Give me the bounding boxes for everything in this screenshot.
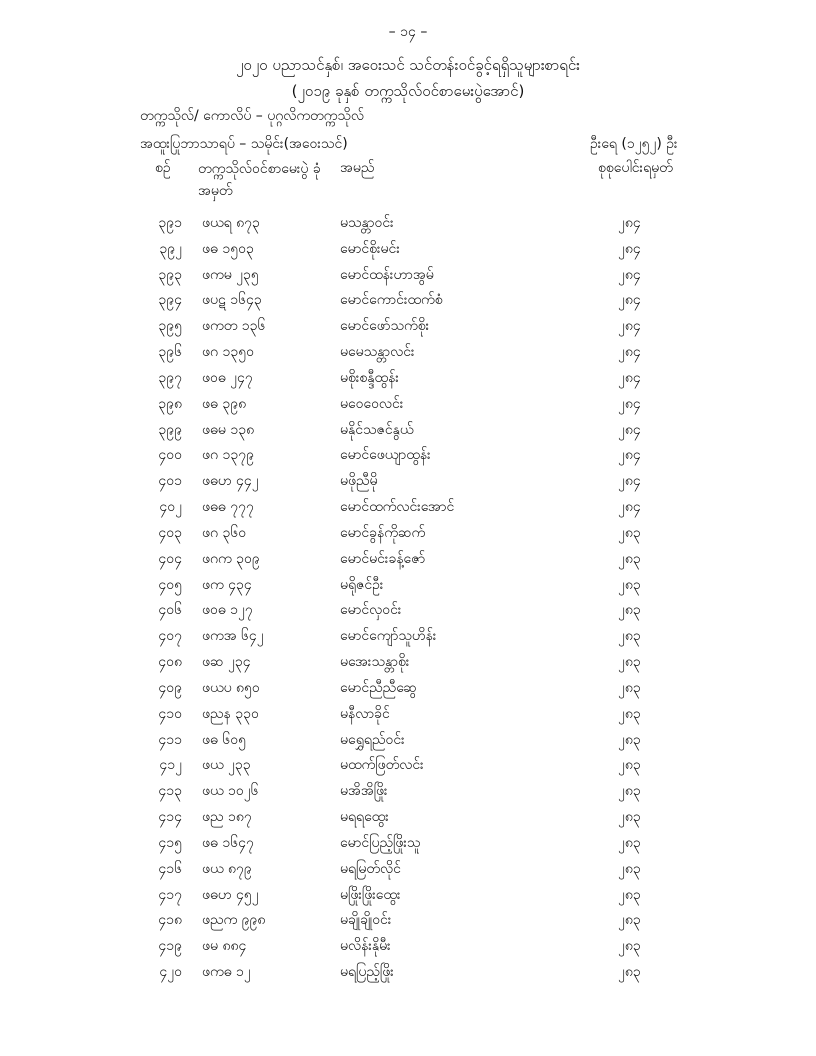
table-row: [0, 342, 816, 368]
student-name: မရွှေရည်ဝင်း: [340, 731, 405, 748]
student-name: မဝေဝေလင်း: [340, 395, 404, 412]
table-row: [0, 497, 816, 523]
total-score: ၂၈၃: [618, 705, 641, 722]
table-row: [0, 833, 816, 859]
results-table: [0, 213, 816, 988]
row-number: ၄၁၄: [158, 809, 182, 826]
total-score: ၂၈၃: [618, 912, 641, 929]
total-score: ၂၈၃: [618, 757, 641, 774]
total-score: ၂၈၄: [618, 369, 641, 386]
roll-number: ဖဓဟ ၄၅၂: [202, 886, 259, 903]
table-row: [0, 962, 816, 988]
roll-number: ဖမ ၈၈၄: [202, 938, 247, 955]
total-score: ၂၈၃: [618, 834, 641, 851]
roll-number: ဖဓဓ ၇၇၇: [202, 499, 254, 516]
table-row: [0, 265, 816, 291]
roll-number: ဖယ ၂၃၃: [202, 757, 251, 774]
row-number: ၄၀၃: [158, 524, 182, 541]
student-name: မောင်ခွန်ကိုဆက်: [340, 524, 426, 541]
roll-number: ဖယပ ၈၅၀: [202, 679, 260, 696]
student-name: မနီလာခိုင်: [340, 705, 390, 722]
university-label: တက္ကသိုလ်/ ကောလိပ် – ပုဂ္ဂလိကတက္ကသိုလ်: [140, 108, 365, 124]
total-score: ၂၈၃: [618, 964, 641, 981]
student-name: မဖြိုးဖြိုးထွေး: [340, 886, 401, 903]
student-name: မထက်ဖြတ်လင်း: [340, 757, 424, 774]
table-row: [0, 859, 816, 885]
roll-number: ဖဝဓ ၂၄၇: [202, 369, 253, 386]
student-name: မချိုချိုဝင်း: [340, 912, 392, 929]
row-number: ၃၉၃: [158, 266, 182, 283]
table-row: [0, 626, 816, 652]
roll-number: ဖဂ ၁၃၅၀: [202, 344, 254, 361]
student-name: မောင်ပြည့်ဖြိုးသူ: [340, 834, 421, 851]
roll-number: ဖကတ ၁၃၆: [202, 318, 266, 335]
row-number: ၄၀၄: [158, 550, 182, 567]
table-row: [0, 600, 816, 626]
total-score: ၂၈၃: [618, 602, 641, 619]
table-row: [0, 575, 816, 601]
total-score: ၂၈၄: [618, 447, 641, 464]
table-row: [0, 704, 816, 730]
row-number: ၄၀၀: [158, 447, 182, 464]
roll-number: ဖဆ ၂၃၄: [202, 654, 251, 671]
student-name: မောင်ဖေယျာထွန်း: [340, 447, 431, 464]
row-number: ၃၉၅: [158, 318, 182, 335]
row-number: ၃၉၈: [158, 395, 182, 412]
student-name: မလိန်းနိုမီး: [340, 938, 391, 955]
total-score: ၂၈၃: [618, 679, 641, 696]
roll-number: ဖဓ ၃၉၈: [202, 395, 247, 412]
student-name: မောင်ဖော်သက်စိုး: [340, 318, 430, 335]
document-subtitle: (၂၀၁၉ ခုနှစ် တက္ကသိုလ်ဝင်စာမေးပွဲအောင်): [291, 82, 525, 100]
table-row: [0, 781, 816, 807]
student-name: မောင်ကောင်းထက်စံ: [340, 292, 443, 309]
table-row: [0, 445, 816, 471]
total-score: ၂၈၄: [618, 473, 641, 490]
column-header-roll: တက္ကသိုလ်ဝင်စာမေးပွဲ ခုံအမှတ်: [198, 161, 321, 199]
total-score: ၂၈၄: [618, 395, 641, 412]
roll-number: ဖညက ၉၉၈: [202, 912, 266, 929]
roll-number: ဖဓ ၆၀၅: [202, 731, 246, 748]
table-row: [0, 549, 816, 575]
roll-number: ဖဓ ၁၅၀၃: [202, 240, 254, 257]
row-number: ၄၁၉: [158, 938, 182, 955]
roll-number: ဖက ၄၃၄: [202, 576, 252, 593]
total-score: ၂၈၄: [618, 344, 641, 361]
column-header-name: အမည်: [340, 160, 375, 176]
student-name: မရပြည့်ဖြိုး: [340, 964, 394, 981]
total-score: ၂၈၄: [618, 240, 641, 257]
total-score: ၂၈၄: [618, 292, 641, 309]
row-number: ၃၉၆: [158, 344, 182, 361]
row-number: ၄၁၃: [158, 783, 182, 800]
row-number: ၄၀၉: [158, 679, 182, 696]
row-number: ၄၁၅: [158, 834, 182, 851]
roll-number: ဖဓ ၁၆၄၇: [202, 834, 254, 851]
row-number: ၄၀၂: [159, 499, 182, 516]
total-score: ၂၈၃: [618, 576, 641, 593]
table-row: [0, 213, 816, 239]
total-score: ၂၈၃: [618, 938, 641, 955]
row-number: ၄၂၀: [159, 964, 182, 981]
row-number: ၃၉၁: [158, 215, 182, 231]
total-score: ၂၈၃: [618, 550, 641, 567]
student-name: မမေသန္တာလင်း: [340, 344, 415, 361]
row-number: ၃၉၇: [158, 369, 182, 386]
total-score: ၂၈၃: [618, 654, 641, 671]
student-name: မဖိုညီမို: [340, 473, 378, 490]
table-row: [0, 316, 816, 342]
row-number: ၃၉၉: [158, 421, 182, 438]
roll-number: ဖဓမ ၁၃၈: [202, 421, 255, 438]
student-name: မောင်ထက်လင်းအောင်: [340, 499, 455, 516]
roll-number: ဖဂက ၃၀၉: [202, 550, 260, 567]
table-row: [0, 807, 816, 833]
roll-number: ဖကအ ၆၄၂: [202, 628, 264, 645]
row-number: ၄၁၈: [158, 912, 182, 929]
major-subject-label: အထူးပြုဘာသာရပ် – သမိုင်း(အဝေးသင်): [140, 136, 348, 152]
table-row: [0, 678, 816, 704]
row-number: ၄၁၇: [158, 886, 182, 903]
roll-number: ဖညန ၃၃၀: [202, 705, 259, 722]
roll-number: ဖည ၁၈၇: [202, 809, 252, 826]
row-number: ၄၀၈: [158, 654, 182, 671]
row-number: ၄၁၂: [159, 757, 182, 774]
table-row: [0, 290, 816, 316]
column-header-score: စုစုပေါင်းရမှတ်: [598, 160, 673, 176]
table-row: [0, 394, 816, 420]
total-score: ၂၈၄: [618, 318, 641, 335]
roll-number: ဖကဓ ၁၂: [202, 964, 251, 981]
total-score: ၂၈၄: [618, 421, 641, 438]
total-score: ၂၈၄: [618, 266, 641, 283]
table-row: [0, 730, 816, 756]
student-name: မသန္တာဝင်း: [340, 215, 394, 231]
student-name: မောင်ထန်းဟာအွမ်: [340, 266, 434, 283]
total-score: ၂၈၃: [618, 524, 641, 541]
student-name: မရရထွေး: [340, 809, 389, 826]
student-name: မောင်လှဝင်း: [340, 602, 402, 619]
row-number: ၃၉၄: [158, 292, 182, 309]
column-header-no: စဉ်: [155, 160, 171, 176]
table-row: [0, 755, 816, 781]
table-row: [0, 910, 816, 936]
total-score: ၂၈၃: [618, 860, 641, 877]
total-score: ၂၈၃: [618, 809, 641, 826]
table-row: [0, 368, 816, 394]
row-number: ၄၀၅: [158, 576, 182, 593]
student-name: မရမြတ်လိုင်: [340, 860, 401, 877]
student-name: မောင်ညီညီဆွေ: [340, 679, 417, 696]
student-name: မောင်မင်းခန့်ဇော်: [340, 550, 426, 567]
student-name: မအေးသန္တာစိုး: [340, 654, 410, 671]
total-score: ၂၈၃: [618, 731, 641, 748]
row-number: ၄၀၁: [158, 473, 182, 490]
total-score: ၂၈၄: [618, 215, 641, 231]
table-row: [0, 936, 816, 962]
table-row: [0, 239, 816, 265]
roll-number: ဖဂ ၃၆၀: [202, 524, 247, 541]
roll-number: ဖယရ ၈၇၃: [202, 215, 260, 231]
roll-number: ဖယ ၁၀၂၆: [202, 783, 259, 800]
table-row: [0, 523, 816, 549]
roll-number: ဖဂ ၁၃၇၉: [202, 447, 254, 464]
roll-number: ဖကမ ၂၃၅: [202, 266, 259, 283]
row-number: ၄၀၆: [158, 602, 182, 619]
roll-number: ဖဝဓ ၁၂၇: [202, 602, 253, 619]
row-number: ၃၉၂: [159, 240, 182, 257]
total-count: ဦးရေ (၁၂၅၂) ဦး: [590, 136, 678, 152]
page-number: – ၁၄ –: [388, 24, 428, 40]
roll-number: ဖဓဟ ၄၄၂: [202, 473, 259, 490]
total-score: ၂၈၃: [618, 628, 641, 645]
row-number: ၄၀၇: [158, 628, 182, 645]
student-name: မောင်ကျော်သူဟိန်း: [340, 628, 437, 645]
table-row: [0, 471, 816, 497]
total-score: ၂၈၃: [618, 886, 641, 903]
roll-number: ဖယ ၈၇၉: [202, 860, 252, 877]
table-row: [0, 420, 816, 446]
row-number: ၄၁၀: [158, 705, 182, 722]
student-name: မစိုးစန္ဒီထွန်း: [340, 369, 399, 386]
table-row: [0, 885, 816, 911]
student-name: မနိုင်သဇင်နွယ်: [340, 421, 414, 438]
table-row: [0, 652, 816, 678]
total-score: ၂၈၄: [618, 499, 641, 516]
roll-number: ဖပဋ ၁၆၄၃: [202, 292, 262, 309]
student-name: မရိုဇင်ဦး: [340, 576, 384, 593]
student-name: မအိအိဖြိုး: [340, 783, 388, 800]
document-title: ၂၀၂၀ ပညာသင်နှစ်၊ အဝေးသင် သင်တန်းဝင်ခွင့်ရရှိသူများစာရင်း: [236, 56, 580, 74]
row-number: ၄၁၆: [158, 860, 182, 877]
row-number: ၄၁၁: [158, 731, 182, 748]
total-score: ၂၈၃: [618, 783, 641, 800]
student-name: မောင်စိုးမင်း: [340, 240, 400, 257]
